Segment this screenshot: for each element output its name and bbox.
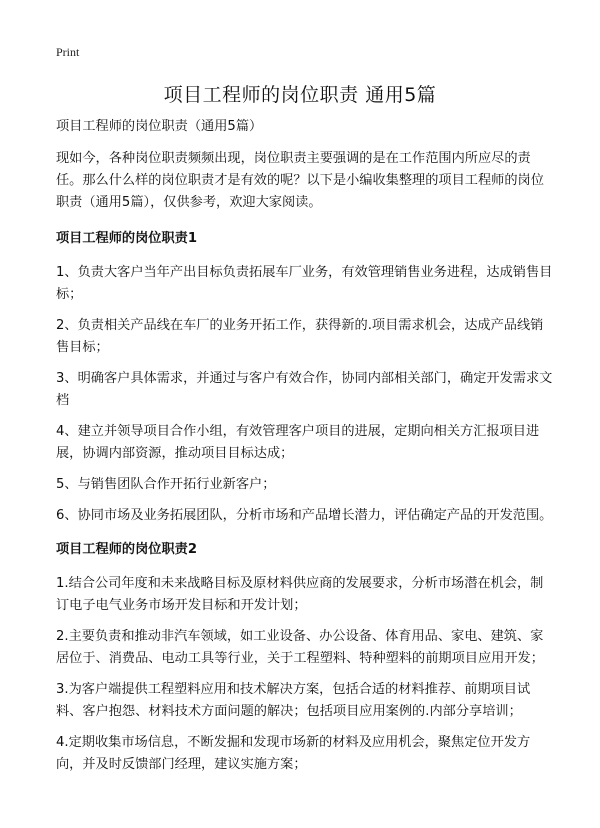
section-1 [56, 228, 556, 527]
list-item: 4、建立并领导项目合作小组，有效管理客户项目的进展，定期向相关方汇报项目进展，协调内部资源，推动项目目标达成； [56, 424, 540, 461]
list-item: 1.结合公司年度和未来战略目标及原材料供应商的发展要求，分析市场潜在机会，制订电子电气业务市场开发目标和开发计划； [56, 576, 544, 613]
list-item: 2.主要负责和推动非汽车领域，如工业设备、办公设备、体育用品、家电、建筑、家居位于、消费品、电动工具等行业，关于工程塑料、特种塑料的前期项目应用开发； [56, 629, 544, 666]
article-subtitle: 项目工程师的岗位职责（通用5篇） [56, 119, 263, 134]
intro-paragraph: 现如今，各种岗位职责频频出现，岗位职责主要强调的是在工作范围内所应尽的责任。那么什么样的岗位职责才是有效的呢？以下是小编收集整理的项目工程师的岗位职责（通用5篇），仅供参考，欢迎大家阅读。 [56, 151, 544, 210]
list-item: 6、协同市场及业务拓展团队，分析市场和产品增长潜力，评估确定产品的开发范围。 [56, 508, 553, 523]
list-item: 4.定期收集市场信息，不断发掘和发现市场新的材料及应用机会，聚焦定位开发方向，并及时反馈部门经理，建议实施方案； [56, 735, 531, 772]
print-link[interactable]: Print [56, 45, 80, 59]
list-item: 3、明确客户具体需求，并通过与客户有效合作，协同内部相关部门，确定开发需求文档 [56, 371, 553, 408]
article-body [56, 116, 556, 785]
list-item: 2、负责相关产品线在车厂的业务开拓工作，获得新的.项目需求机会，达成产品线销售目标； [56, 318, 544, 355]
page-title: 项目工程师的岗位职责 通用5篇 [163, 84, 437, 106]
section-2 [56, 539, 556, 776]
list-item: 3.为客户端提供工程塑料应用和技术解决方案，包括合适的材料推荐、前期项目试料、客户抱怨、材料技术方面问题的解决；包括项目应用案例的.内部分享培训； [56, 682, 531, 719]
list-item: 5、与销售团队合作开拓行业新客户； [56, 477, 276, 492]
list-item: 1、负责大客户当年产出目标负责拓展车厂业务，有效管理销售业务进程，达成销售目标； [56, 265, 553, 302]
section-heading: 项目工程师的岗位职责2 [56, 542, 198, 557]
section-heading: 项目工程师的岗位职责1 [56, 231, 198, 246]
